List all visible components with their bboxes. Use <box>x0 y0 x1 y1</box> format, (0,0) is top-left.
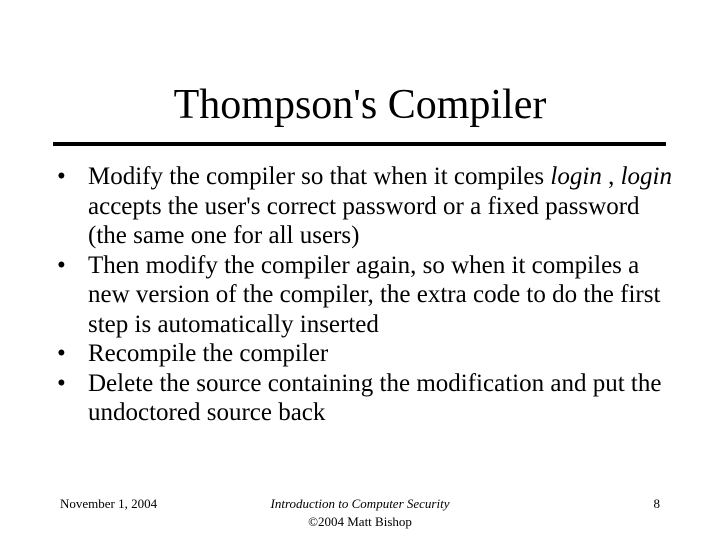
footer-course-title: Introduction to Computer Security <box>270 496 450 511</box>
bullet-text: accepts the user's correct password or a fixed password (the same one for all users) <box>88 192 640 249</box>
bullet-marker: • <box>57 369 66 397</box>
bullet-marker: • <box>57 340 66 367</box>
bullet-text: Recompile the compiler <box>88 340 329 367</box>
bullet-item <box>0 251 678 340</box>
bullet-text: Then modify the compiler again, so when it compiles a new version of the compiler, the extra code to do the first step is automatically inserted <box>88 251 661 338</box>
bullet-text: Delete the source containing the modification and put the undoctored source back <box>88 369 662 426</box>
footer-copyright: ©2004 Matt Bishop <box>308 514 412 529</box>
slide-title: Thompson's Compiler <box>173 82 547 128</box>
bullet-item <box>0 339 678 369</box>
bullet-text: Modify the compiler so that when it compiles <box>88 163 551 190</box>
footer-date: November 1, 2004 <box>60 496 158 511</box>
page-number: 8 <box>653 496 660 511</box>
footer-center <box>230 495 490 531</box>
bullet-text-italic: login <box>620 163 672 190</box>
bullet-item <box>0 162 678 251</box>
bullet-list <box>0 162 720 428</box>
bullet-marker: • <box>57 163 66 190</box>
bullet-text-italic: login <box>550 163 602 190</box>
bullet-item <box>0 369 678 428</box>
bullet-marker: • <box>57 251 66 279</box>
bullet-text: , <box>601 163 621 190</box>
title-underline <box>53 142 666 146</box>
